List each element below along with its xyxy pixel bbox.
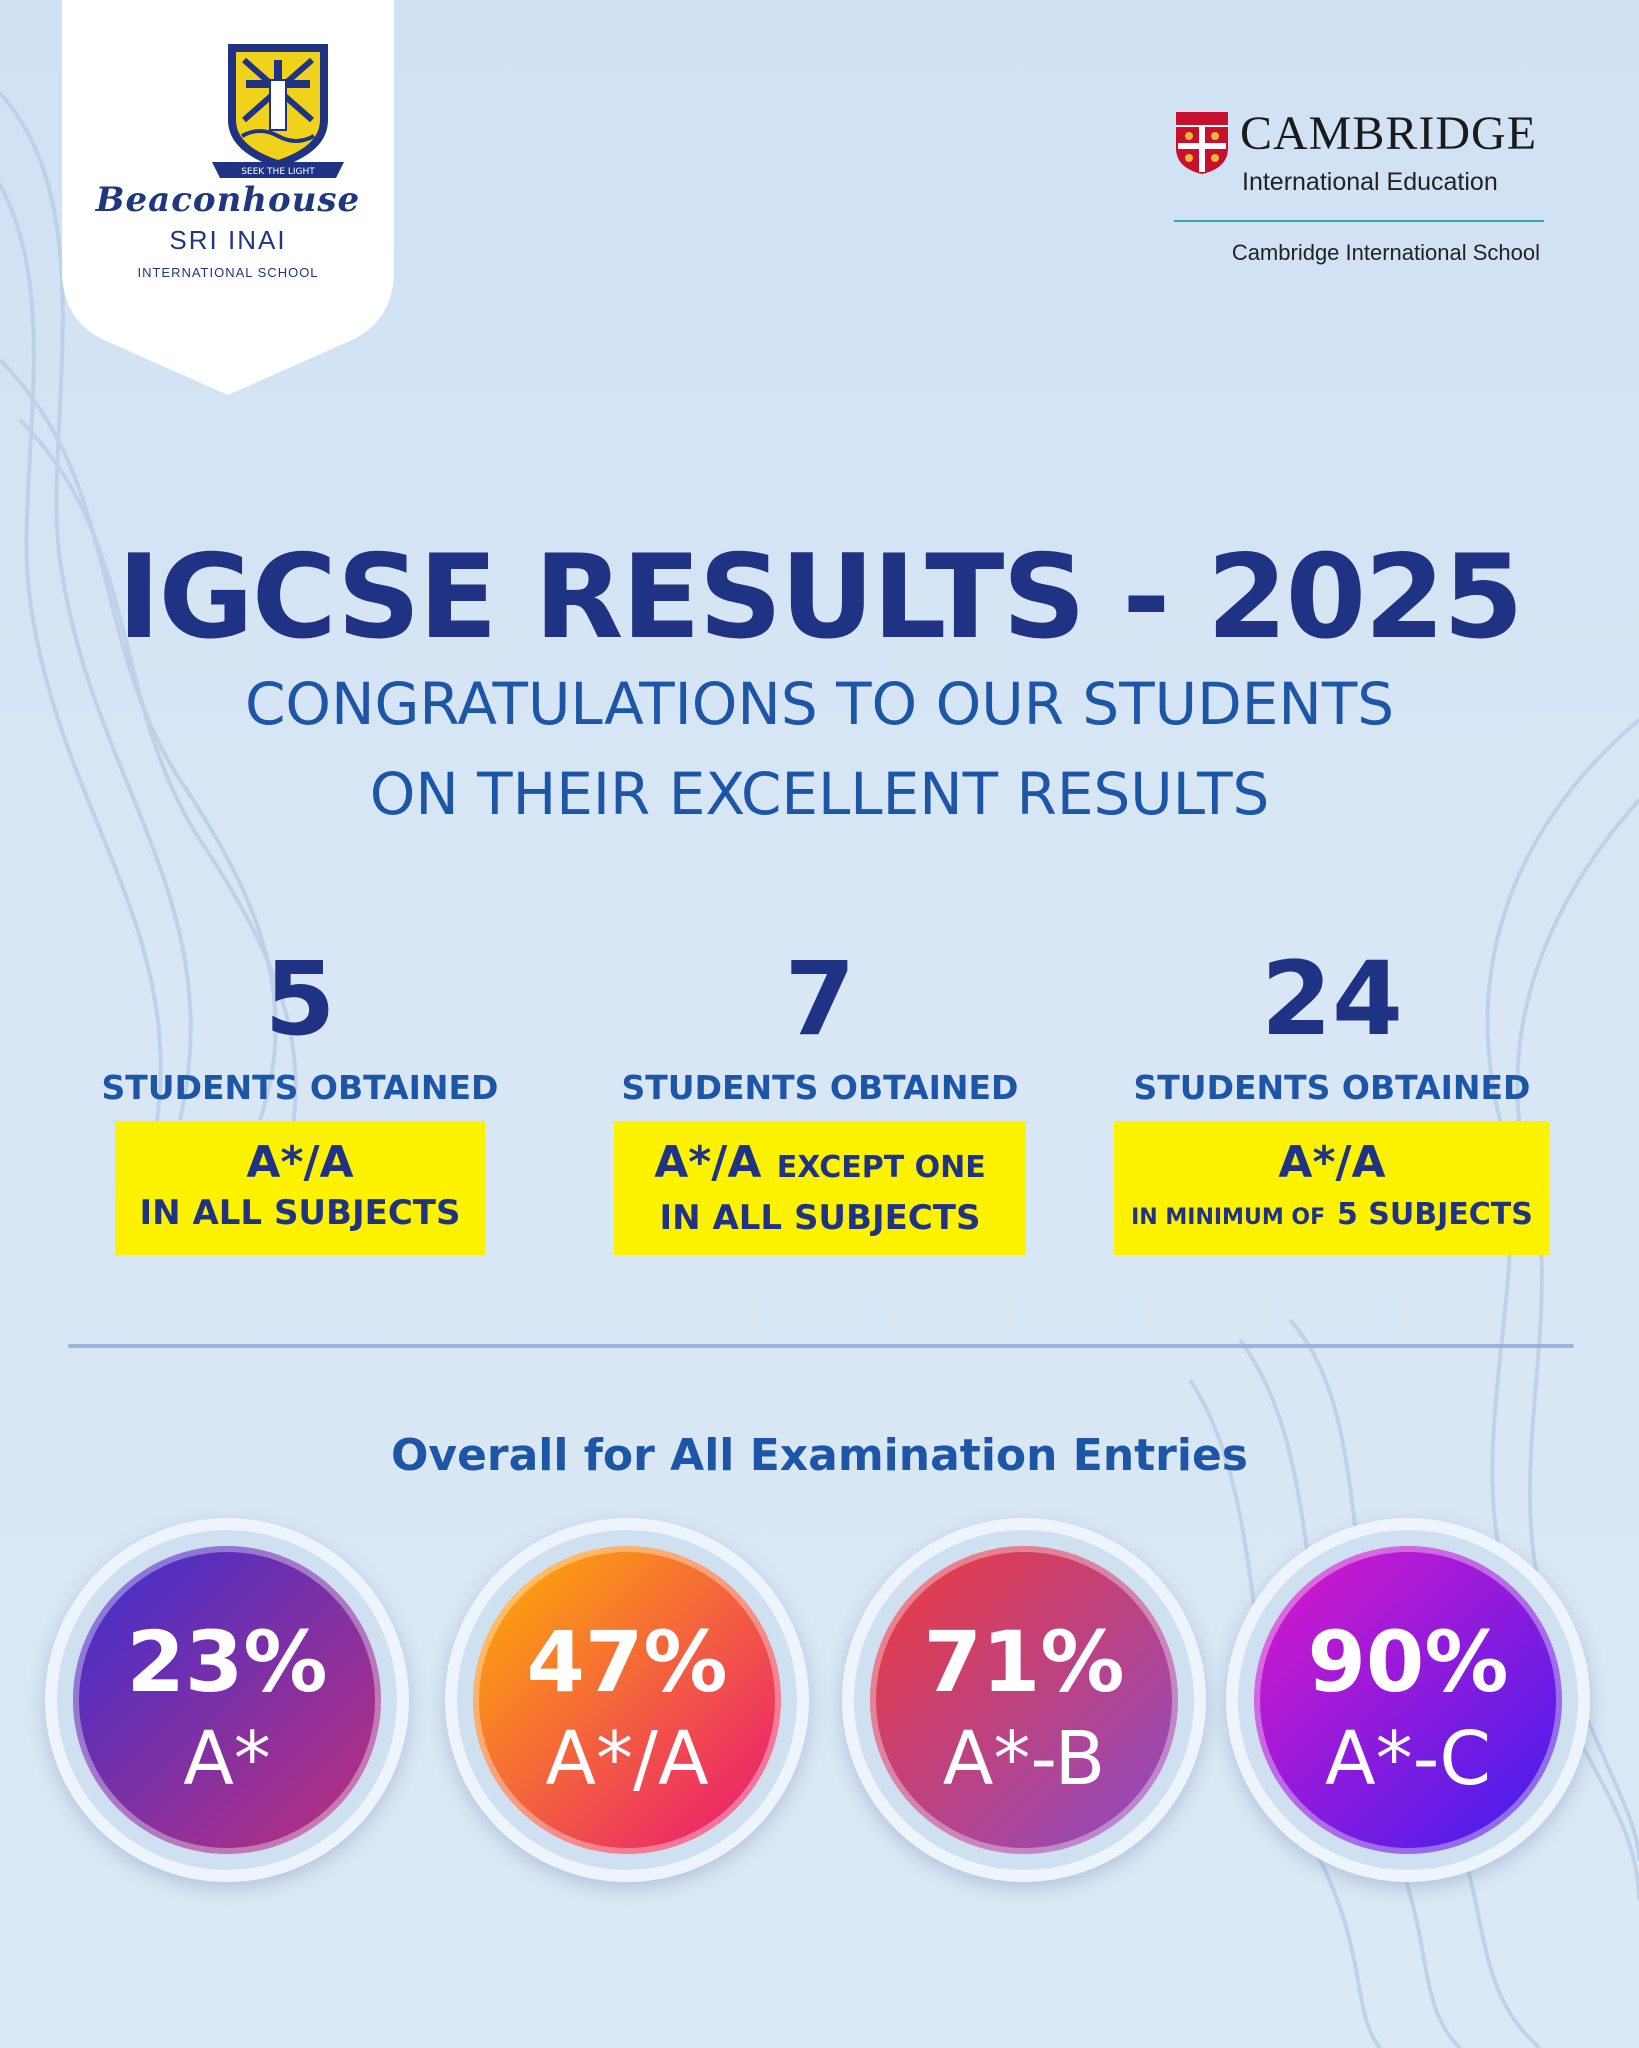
stat-card-except-one <box>600 940 1040 1255</box>
stat-label: STUDENTS OBTAINED <box>1133 1068 1531 1107</box>
stat-detail-prefix: IN MINIMUM OF <box>1131 1205 1326 1230</box>
section-divider <box>68 1344 1574 1348</box>
school-name-descriptor: INTERNATIONAL SCHOOL <box>137 265 319 280</box>
result-percent: 23% <box>126 1613 328 1711</box>
congrats-line-1: CONGRATULATIONS TO OUR STUDENTS <box>244 670 1395 738</box>
school-name-title: Beaconhouse <box>95 180 361 220</box>
cambridge-school-type: Cambridge International School <box>1231 240 1540 265</box>
stat-grade-suffix: EXCEPT ONE <box>776 1150 986 1185</box>
school-crest-icon <box>208 40 348 190</box>
stat-grade: A*/A <box>246 1137 354 1188</box>
cambridge-logo <box>1170 106 1550 276</box>
stat-highlight-box <box>614 1121 1026 1255</box>
result-percent: 47% <box>526 1613 728 1711</box>
stat-grade: A*/A <box>654 1137 762 1188</box>
school-name-subtitle: SRI INAI <box>169 225 287 255</box>
school-logo-badge <box>62 0 394 395</box>
stat-detail-suffix: 5 SUBJECTS <box>1336 1197 1533 1232</box>
result-grade: A* <box>183 1716 271 1802</box>
result-circle-a-star-c <box>1226 1518 1590 1882</box>
stat-label: STUDENTS OBTAINED <box>621 1068 1019 1107</box>
congrats-line-2: ON THEIR EXCELLENT RESULTS <box>369 760 1270 828</box>
cambridge-shield-icon <box>1174 110 1230 176</box>
page-title: IGCSE RESULTS - 2025 <box>117 530 1522 665</box>
result-circle-a-star-a <box>445 1518 809 1882</box>
stat-card-minimum-subjects <box>1112 940 1552 1255</box>
overall-section-title: Overall for All Examination Entries <box>390 1430 1248 1481</box>
stat-card-all-subjects <box>80 940 520 1255</box>
result-circle-a-star-b <box>842 1518 1206 1882</box>
result-grade: A*-B <box>942 1716 1106 1802</box>
crest-motto: SEEK THE LIGHT <box>241 167 315 177</box>
result-grade: A*-C <box>1325 1716 1491 1802</box>
stat-number: 5 <box>264 940 336 1059</box>
stat-detail: IN ALL SUBJECTS <box>139 1193 461 1233</box>
stat-highlight-box <box>115 1121 485 1255</box>
stat-detail: IN ALL SUBJECTS <box>659 1198 981 1238</box>
stat-highlight-box <box>1114 1121 1550 1255</box>
stat-number: 7 <box>784 940 856 1059</box>
stat-grade: A*/A <box>1278 1137 1386 1188</box>
cambridge-wordmark: CAMBRIDGE <box>1240 107 1538 160</box>
stat-label: STUDENTS OBTAINED <box>101 1068 499 1107</box>
cambridge-divider <box>1174 220 1544 222</box>
result-percent: 90% <box>1307 1613 1509 1711</box>
stat-number: 24 <box>1261 940 1403 1059</box>
result-circle-a-star <box>45 1518 409 1882</box>
result-percent: 71% <box>923 1613 1125 1711</box>
cambridge-subtitle: International Education <box>1242 168 1498 196</box>
result-grade: A*/A <box>545 1716 709 1802</box>
